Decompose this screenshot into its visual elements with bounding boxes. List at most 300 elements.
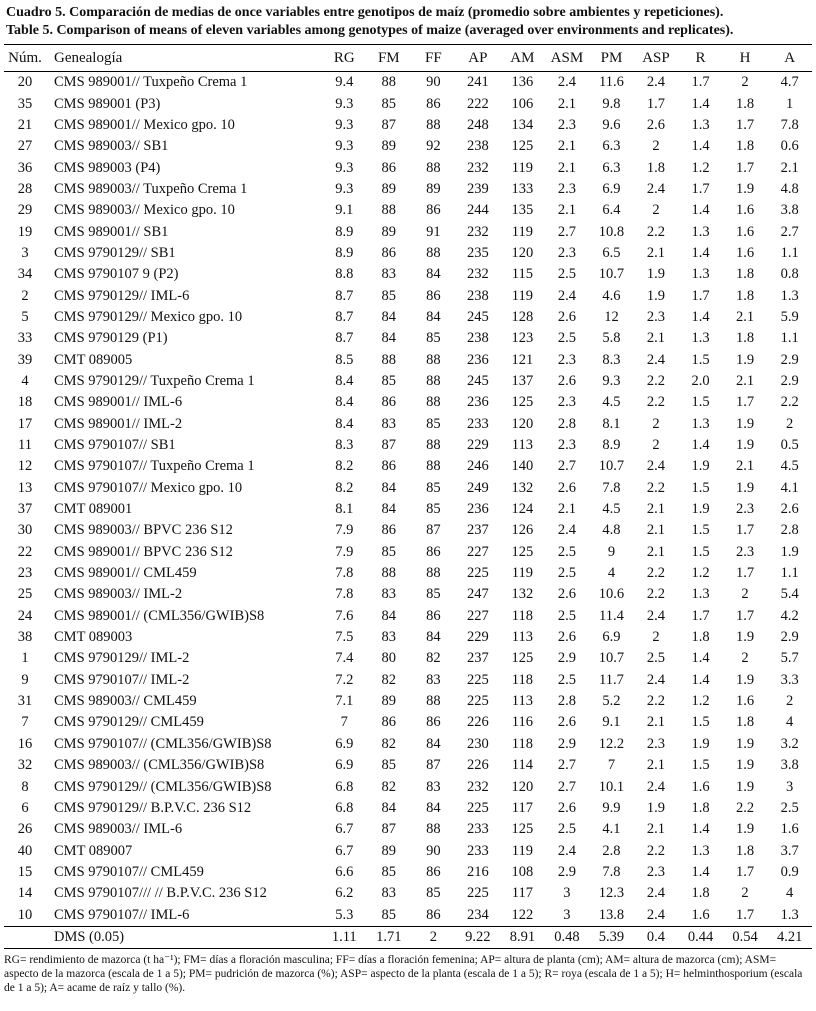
cell-genealogy: CMS 989001// BPVC 236 S12 — [54, 543, 233, 560]
cell-a: 1.3 — [780, 906, 799, 923]
cell-num: 6 — [21, 799, 29, 816]
cell-asm: 2.4 — [557, 287, 576, 304]
cell-ff: 86 — [426, 543, 441, 560]
cell-pm: 10.6 — [598, 586, 625, 603]
cell-asp: 2.2 — [646, 372, 666, 389]
cell-a: 4 — [786, 714, 794, 731]
cell-am: 116 — [511, 714, 533, 731]
cell-am: 140 — [511, 458, 534, 475]
cell-genealogy: CMS 989003// (CML356/GWIB)S8 — [54, 757, 265, 774]
cell-rg: 8.5 — [335, 351, 354, 368]
cell-rg: 9.3 — [335, 180, 354, 197]
cell-r: 1.5 — [691, 543, 710, 560]
cell-am: 120 — [511, 244, 534, 261]
cell-h: 2 — [741, 650, 749, 667]
cell-pm: 6.9 — [602, 629, 621, 646]
cell-asp: 2.4 — [646, 906, 666, 923]
cell-h: 2.3 — [735, 501, 755, 518]
cell-asp: 2 — [652, 437, 660, 454]
cell-h: 1.9 — [735, 415, 755, 432]
cell-num: 8 — [21, 778, 29, 795]
cell-asm: 2.3 — [557, 116, 576, 133]
cell-genealogy: CMT 089003 — [54, 629, 133, 646]
cell-pm: 5.8 — [602, 330, 621, 347]
cell-asp: 2.4 — [646, 885, 666, 902]
cell-fm: 87 — [381, 437, 397, 454]
cell-r: 1.5 — [691, 479, 710, 496]
table-row — [4, 157, 812, 178]
cell-fm: 86 — [381, 244, 397, 261]
cell-a: 7.8 — [780, 116, 799, 133]
cell-asp: 2.2 — [646, 223, 666, 240]
table-row — [4, 371, 812, 392]
cell-genealogy: CMS 9790107// Mexico gpo. 10 — [54, 479, 243, 496]
cell-a: 2.9 — [780, 351, 799, 368]
cell-ap: 244 — [466, 202, 489, 219]
dms-asm: 0.48 — [554, 928, 580, 945]
cell-asm: 2.3 — [557, 244, 576, 261]
cell-h: 1.9 — [735, 180, 755, 197]
cell-pm: 6.3 — [602, 138, 621, 155]
cell-a: 2.6 — [780, 501, 799, 518]
header-num: Núm. — [8, 49, 42, 66]
cell-num: 17 — [17, 415, 33, 432]
cell-a: 3.3 — [780, 671, 799, 688]
cell-asp: 2.4 — [646, 74, 666, 91]
cell-asm: 2.7 — [557, 757, 576, 774]
cell-am: 137 — [511, 372, 534, 389]
cell-am: 136 — [511, 74, 534, 91]
cell-am: 117 — [511, 799, 533, 816]
cell-r: 1.7 — [691, 180, 710, 197]
cell-genealogy: CMS 989003// BPVC 236 S12 — [54, 522, 233, 539]
cell-fm: 83 — [381, 266, 397, 283]
cell-a: 2.1 — [780, 159, 799, 176]
cell-num: 34 — [17, 266, 33, 283]
table-row — [4, 670, 812, 691]
dms-row — [4, 926, 812, 948]
cell-rg: 6.9 — [335, 757, 354, 774]
cell-num: 9 — [21, 671, 29, 688]
cell-h: 1.7 — [735, 116, 755, 133]
cell-pm: 10.1 — [598, 778, 625, 795]
cell-num: 23 — [17, 565, 33, 582]
cell-num: 27 — [17, 138, 33, 155]
table-row — [4, 392, 812, 413]
cell-am: 119 — [511, 159, 533, 176]
cell-pm: 7.8 — [602, 863, 621, 880]
cell-a: 2.7 — [780, 223, 799, 240]
cell-a: 3.8 — [780, 202, 799, 219]
cell-a: 1.1 — [780, 330, 799, 347]
cell-genealogy: CMS 989003// IML-2 — [54, 586, 183, 603]
cell-asp: 1.9 — [646, 799, 666, 816]
cell-am: 132 — [511, 479, 534, 496]
table-row — [4, 862, 812, 883]
cell-ff: 85 — [426, 415, 441, 432]
cell-num: 24 — [17, 607, 33, 624]
cell-rg: 7.6 — [335, 607, 354, 624]
cell-asp: 2.4 — [646, 671, 666, 688]
cell-r: 1.4 — [691, 863, 710, 880]
cell-r: 1.8 — [691, 885, 710, 902]
cell-rg: 5.3 — [335, 906, 354, 923]
cell-a: 2.8 — [780, 522, 799, 539]
cell-asm: 2.9 — [557, 650, 576, 667]
cell-num: 39 — [17, 351, 33, 368]
header-ff: FF — [424, 49, 442, 66]
cell-rg: 9.3 — [335, 95, 354, 112]
cell-num: 31 — [17, 693, 33, 710]
cell-num: 1 — [21, 650, 29, 667]
cell-ap: 233 — [466, 821, 489, 838]
cell-ff: 88 — [426, 437, 441, 454]
table-row — [4, 734, 812, 755]
cell-genealogy: CMS 9790107// (CML356/GWIB)S8 — [54, 735, 272, 752]
table-row — [4, 691, 812, 712]
cell-rg: 8.8 — [335, 266, 354, 283]
cell-am: 125 — [511, 821, 534, 838]
cell-asm: 3 — [563, 885, 571, 902]
cell-asm: 2.9 — [557, 735, 576, 752]
cell-num: 22 — [17, 543, 33, 560]
cell-num: 40 — [17, 842, 33, 859]
header-am: AM — [510, 49, 535, 66]
cell-ap: 232 — [466, 778, 489, 795]
cell-asm: 3 — [563, 906, 571, 923]
cell-fm: 82 — [381, 671, 397, 688]
cell-rg: 6.8 — [335, 799, 354, 816]
table-body — [4, 72, 812, 927]
table-row — [4, 584, 812, 605]
table-row — [4, 648, 812, 669]
cell-am: 120 — [511, 415, 534, 432]
cell-rg: 7.4 — [335, 650, 354, 667]
cell-pm: 6.3 — [602, 159, 621, 176]
table-row — [4, 456, 812, 477]
cell-pm: 6.5 — [602, 244, 621, 261]
table-row — [4, 328, 812, 349]
cell-num: 16 — [17, 735, 33, 752]
cell-am: 119 — [511, 287, 533, 304]
dms-asp: 0.4 — [646, 928, 666, 945]
cell-ap: 227 — [466, 607, 489, 624]
cell-asm: 2.1 — [557, 95, 576, 112]
cell-asp: 2.2 — [646, 842, 666, 859]
cell-genealogy: CMS 989001 (P3) — [54, 95, 161, 112]
cell-pm: 10.7 — [598, 266, 625, 283]
header-ap: AP — [468, 49, 488, 66]
cell-h: 1.7 — [735, 394, 755, 411]
cell-ap: 222 — [466, 95, 489, 112]
cell-asp: 2.2 — [646, 394, 666, 411]
cell-ff: 83 — [426, 778, 441, 795]
cell-asp: 2.1 — [646, 244, 666, 261]
cell-a: 0.9 — [780, 863, 799, 880]
cell-rg: 8.4 — [335, 372, 354, 389]
cell-ap: 235 — [466, 244, 489, 261]
cell-genealogy: CMS 989003// SB1 — [54, 138, 169, 155]
cell-r: 1.3 — [691, 586, 710, 603]
cell-ff: 86 — [426, 906, 441, 923]
cell-genealogy: CMS 989003// CML459 — [54, 693, 197, 710]
cell-ff: 85 — [426, 586, 441, 603]
table-row — [4, 349, 812, 370]
cell-num: 20 — [17, 74, 33, 91]
cell-asp: 2.2 — [646, 693, 666, 710]
cell-ff: 88 — [426, 821, 441, 838]
cell-pm: 4.5 — [602, 394, 621, 411]
cell-rg: 7 — [340, 714, 348, 731]
cell-am: 113 — [511, 693, 533, 710]
cell-asm: 2.3 — [557, 351, 576, 368]
cell-num: 37 — [17, 501, 33, 518]
cell-ff: 88 — [426, 159, 441, 176]
table-row — [4, 606, 812, 627]
cell-am: 124 — [511, 501, 534, 518]
cell-rg: 8.9 — [335, 244, 354, 261]
cell-genealogy: CMS 9790129// SB1 — [54, 244, 176, 261]
header-rg: RG — [333, 49, 355, 66]
cell-asp: 2.2 — [646, 586, 666, 603]
cell-asp: 2.1 — [646, 714, 666, 731]
cell-ff: 88 — [426, 565, 441, 582]
cell-rg: 8.7 — [335, 308, 354, 325]
cell-h: 1.9 — [735, 351, 755, 368]
cell-r: 1.4 — [691, 202, 710, 219]
cell-pm: 9 — [607, 543, 616, 560]
cell-genealogy: CMS 9790107 9 (P2) — [54, 266, 179, 283]
header-row — [4, 45, 812, 72]
cell-ap: 236 — [466, 394, 489, 411]
header-a: A — [784, 49, 796, 66]
cell-h: 1.9 — [735, 629, 755, 646]
cell-asp: 2.5 — [646, 650, 666, 667]
cell-a: 4.7 — [780, 74, 799, 91]
cell-asp: 2.1 — [646, 757, 666, 774]
cell-ap: 230 — [466, 735, 489, 752]
cell-a: 5.9 — [780, 308, 799, 325]
cell-am: 119 — [511, 223, 533, 240]
cell-a: 1.6 — [780, 821, 799, 838]
cell-r: 1.4 — [691, 138, 710, 155]
cell-ap: 236 — [466, 351, 489, 368]
table-row — [4, 136, 812, 157]
cell-asp: 2.1 — [646, 821, 666, 838]
cell-fm: 83 — [381, 415, 397, 432]
cell-rg: 6.6 — [335, 863, 354, 880]
cell-a: 4.2 — [780, 607, 799, 624]
cell-ff: 84 — [426, 799, 441, 816]
cell-a: 5.4 — [780, 586, 799, 603]
cell-rg: 8.1 — [335, 501, 354, 518]
cell-ff: 88 — [426, 244, 441, 261]
table-footer — [4, 926, 812, 948]
cell-am: 133 — [511, 180, 534, 197]
cell-a: 4.5 — [780, 458, 799, 475]
cell-num: 7 — [21, 714, 29, 731]
header-asp: ASP — [642, 49, 670, 66]
cell-num: 28 — [17, 180, 33, 197]
cell-h: 1.7 — [735, 863, 755, 880]
cell-fm: 84 — [381, 330, 397, 347]
cell-h: 1.9 — [735, 671, 755, 688]
cell-h: 1.6 — [735, 244, 755, 261]
cell-a: 1 — [786, 95, 794, 112]
cell-rg: 8.2 — [335, 479, 354, 496]
dms-rg: 1.11 — [331, 928, 357, 945]
cell-pm: 5.2 — [602, 693, 621, 710]
cell-ap: 225 — [466, 671, 489, 688]
cell-asp: 1.9 — [646, 287, 666, 304]
cell-ff: 84 — [426, 629, 441, 646]
cell-h: 1.9 — [735, 821, 755, 838]
cell-ap: 227 — [466, 543, 489, 560]
cell-h: 1.8 — [735, 266, 755, 283]
cell-genealogy: CMS 9790107/// // B.P.V.C. 236 S12 — [54, 885, 267, 902]
table-caption — [6, 4, 812, 40]
cell-a: 0.5 — [780, 437, 799, 454]
cell-a: 4.1 — [780, 479, 799, 496]
cell-h: 2.1 — [735, 458, 755, 475]
cell-a: 0.6 — [780, 138, 799, 155]
table-row — [4, 840, 812, 861]
cell-ff: 90 — [426, 842, 441, 859]
cell-rg: 7.1 — [335, 693, 354, 710]
table-row — [4, 72, 812, 94]
cell-fm: 83 — [381, 586, 397, 603]
cell-ap: 226 — [466, 714, 489, 731]
cell-ap: 232 — [466, 266, 489, 283]
cell-fm: 85 — [381, 906, 397, 923]
cell-r: 1.5 — [691, 351, 710, 368]
cell-ff: 85 — [426, 330, 441, 347]
cell-num: 30 — [17, 522, 33, 539]
cell-rg: 8.7 — [335, 330, 354, 347]
cell-genealogy: CMS 989001// IML-6 — [54, 394, 183, 411]
cell-ap: 225 — [466, 799, 489, 816]
cell-asp: 2.4 — [646, 778, 666, 795]
table-row — [4, 776, 812, 797]
dms-label: DMS (0.05) — [54, 928, 125, 945]
cell-rg: 9.4 — [335, 74, 354, 91]
cell-pm: 9.9 — [602, 799, 621, 816]
cell-ap: 245 — [466, 372, 489, 389]
cell-genealogy: CMS 9790129// CML459 — [54, 714, 204, 731]
cell-r: 1.9 — [691, 735, 710, 752]
cell-pm: 8.3 — [602, 351, 621, 368]
cell-asp: 2.1 — [646, 501, 666, 518]
cell-genealogy: CMS 9790129// (CML356/GWIB)S8 — [54, 778, 272, 795]
cell-h: 1.8 — [735, 138, 755, 155]
cell-r: 1.4 — [691, 671, 710, 688]
cell-r: 1.4 — [691, 95, 710, 112]
cell-asm: 2.1 — [557, 501, 576, 518]
cell-asp: 1.8 — [646, 159, 666, 176]
cell-asp: 2 — [652, 138, 660, 155]
cell-genealogy: CMS 9790129// IML-2 — [54, 650, 190, 667]
cell-am: 121 — [511, 351, 534, 368]
cell-h: 1.9 — [735, 757, 755, 774]
cell-fm: 88 — [381, 565, 397, 582]
cell-r: 1.8 — [691, 629, 710, 646]
cell-ff: 88 — [426, 351, 441, 368]
cell-rg: 9.3 — [335, 138, 354, 155]
cell-h: 1.9 — [735, 778, 755, 795]
cell-genealogy: CMS 9790129// Tuxpeño Crema 1 — [54, 372, 255, 389]
cell-asm: 2.5 — [557, 543, 576, 560]
cell-fm: 86 — [381, 522, 397, 539]
cell-h: 1.7 — [735, 522, 755, 539]
table-row — [4, 264, 812, 285]
cell-asm: 2.6 — [557, 799, 576, 816]
cell-num: 13 — [17, 479, 33, 496]
cell-num: 38 — [17, 629, 33, 646]
table-row — [4, 307, 812, 328]
cell-a: 1.9 — [780, 543, 799, 560]
cell-pm: 4.8 — [602, 522, 621, 539]
cell-fm: 82 — [381, 778, 397, 795]
cell-asm: 2.5 — [557, 266, 576, 283]
cell-ff: 86 — [426, 287, 441, 304]
cell-a: 3 — [786, 778, 794, 795]
cell-asm: 2.1 — [557, 138, 576, 155]
cell-ap: 238 — [466, 287, 489, 304]
cell-h: 1.9 — [735, 735, 755, 752]
cell-h: 1.6 — [735, 223, 755, 240]
cell-rg: 7.2 — [335, 671, 354, 688]
cell-rg: 9.1 — [335, 202, 354, 219]
cell-fm: 83 — [381, 885, 397, 902]
table-footnote: RG= rendimiento de mazorca (t ha⁻¹); FM= días a floración masculina; FF= días a floración femenina; AP= altura de planta (cm); AM= altura de mazorca (cm); ASM= aspecto de la mazorca (escala de 1 a 5); PM= pudrición de mazorca (%); ASP= aspecto de la planta (escala de 1 a 5); R= roya (escala de 1 a 5); H= helminthosporium (escala de 1 a 5); A= acame de raíz y tallo (%). — [4, 953, 803, 994]
cell-r: 1.4 — [691, 437, 710, 454]
cell-am: 108 — [511, 863, 534, 880]
table-row — [4, 115, 812, 136]
cell-a: 2.9 — [780, 372, 799, 389]
cell-a: 1.3 — [780, 287, 799, 304]
table-row — [4, 93, 812, 114]
cell-r: 1.2 — [691, 159, 710, 176]
cell-h: 1.9 — [735, 479, 755, 496]
cell-asp: 2 — [652, 415, 660, 432]
cell-pm: 9.8 — [602, 95, 621, 112]
dms-am: 8.91 — [509, 928, 536, 945]
cell-ap: 229 — [466, 629, 489, 646]
cell-pm: 4 — [607, 565, 616, 582]
cell-num: 12 — [17, 458, 33, 475]
cell-fm: 83 — [381, 629, 397, 646]
cell-asm: 2.4 — [557, 842, 576, 859]
cell-asm: 2.8 — [557, 415, 576, 432]
cell-pm: 12.3 — [598, 885, 625, 902]
cell-h: 1.6 — [735, 693, 755, 710]
cell-r: 1.4 — [691, 244, 710, 261]
cell-r: 1.3 — [691, 223, 710, 240]
table-row — [4, 883, 812, 904]
cell-r: 1.3 — [691, 266, 710, 283]
cell-fm: 84 — [381, 479, 397, 496]
cell-fm: 86 — [381, 458, 397, 475]
cell-ff: 84 — [426, 266, 441, 283]
cell-ff: 86 — [426, 714, 441, 731]
cell-fm: 88 — [381, 351, 397, 368]
cell-ff: 85 — [426, 479, 441, 496]
cell-pm: 9.3 — [602, 372, 621, 389]
cell-fm: 85 — [381, 95, 397, 112]
cell-ap: 233 — [466, 415, 489, 432]
cell-asm: 2.6 — [557, 372, 576, 389]
cell-ap: 216 — [466, 863, 489, 880]
